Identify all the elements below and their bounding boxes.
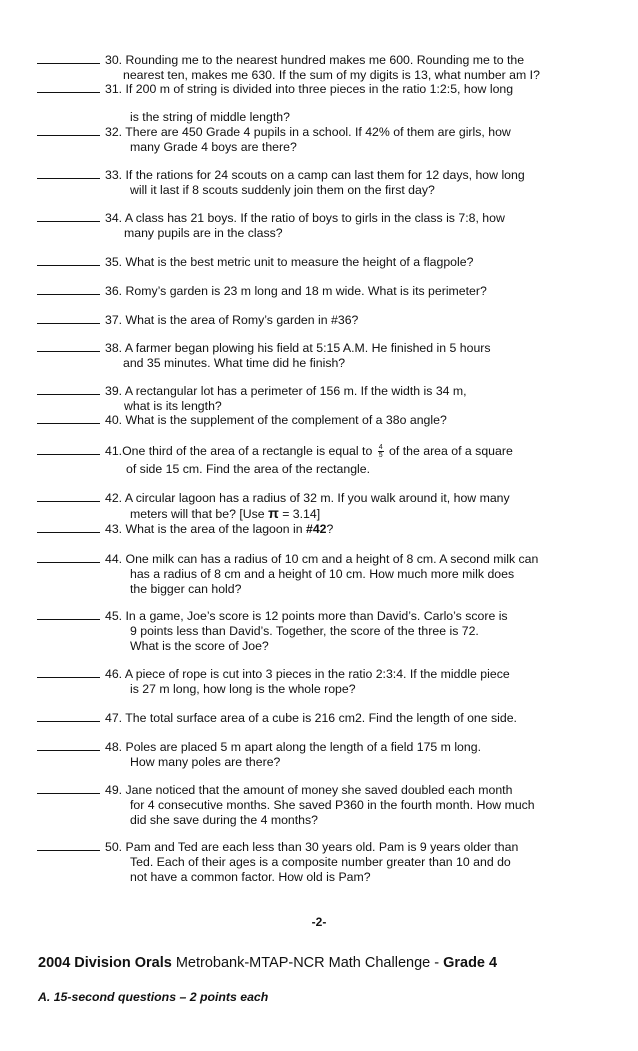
question-text: 36. Romy’s garden is 23 m long and 18 m wide. What is its perimeter?	[105, 284, 487, 298]
question-text: has a radius of 8 cm and a height of 10 cm. How much more milk does	[130, 567, 515, 581]
question-text: many pupils are in the class?	[124, 226, 283, 240]
answer-blank[interactable]	[37, 413, 100, 424]
answer-blank[interactable]	[37, 522, 100, 533]
answer-blank[interactable]	[37, 609, 100, 620]
question-text: is 27 m long, how long is the whole rope?	[130, 682, 356, 696]
question-text-part: meters will that be? [Use	[130, 507, 265, 521]
question-text: of side 15 cm. Find the area of the rectangle.	[126, 462, 371, 476]
question-text: How many poles are there?	[130, 755, 281, 769]
fraction-denominator: 5	[378, 452, 383, 460]
question-text: 9 points less than David’s. Together, the score of the three is 72.	[130, 624, 479, 638]
question-text-part: = 3.14]	[282, 507, 321, 521]
answer-blank[interactable]	[37, 313, 100, 324]
answer-blank[interactable]	[37, 783, 100, 794]
answer-blank[interactable]	[37, 255, 100, 266]
question-text	[130, 506, 320, 521]
document-title	[38, 955, 497, 971]
question-text: did she save during the 4 months?	[130, 813, 318, 827]
question-text: 38. A farmer began plowing his field at 5:15 A.M. He finished in 5 hours	[105, 341, 491, 355]
question-text-part: of the area of a square	[389, 444, 513, 458]
pi-symbol: π	[268, 505, 279, 521]
question-text-part: ?	[326, 522, 334, 536]
title-grade: Grade 4	[443, 955, 498, 971]
title-contest: Metrobank-MTAP-NCR Math Challenge -	[171, 955, 444, 971]
title-event: 2004 Division Orals	[38, 955, 172, 971]
answer-blank[interactable]	[37, 384, 100, 395]
question-text: for 4 consecutive months. She saved P360 in the fourth month. How much	[130, 798, 535, 812]
answer-blank[interactable]	[37, 711, 100, 722]
question-text: 40. What is the supplement of the complement of a 38o angle?	[105, 413, 447, 427]
question-text-part: 41.One third of the area of a rectangle is equal to	[105, 444, 373, 458]
question-text	[105, 444, 513, 459]
question-text: 34. A class has 21 boys. If the ratio of boys to girls in the class is 7:8, how	[105, 211, 505, 225]
question-text: 48. Poles are placed 5 m apart along the length of a field 175 m long.	[105, 740, 481, 754]
question-text: 47. The total surface area of a cube is 216 cm2. Find the length of one side.	[105, 711, 517, 725]
question-text: 39. A rectangular lot has a perimeter of 156 m. If the width is 34 m,	[105, 384, 467, 398]
answer-blank[interactable]	[37, 53, 100, 64]
question-text	[105, 522, 333, 536]
question-reference: #42	[305, 522, 327, 536]
question-text: 31. If 200 m of string is divided into three pieces in the ratio 1:2:5, how long	[105, 82, 514, 96]
question-text: 45. In a game, Joe’s score is 12 points more than David’s. Carlo’s score is	[105, 609, 508, 623]
question-text: 42. A circular lagoon has a radius of 32 m. If you walk around it, how many	[105, 491, 510, 505]
answer-blank[interactable]	[37, 444, 100, 455]
answer-blank[interactable]	[37, 125, 100, 136]
question-text: 49. Jane noticed that the amount of money she saved doubled each month	[105, 783, 513, 797]
question-text: What is the score of Joe?	[130, 639, 269, 653]
answer-blank[interactable]	[37, 840, 100, 851]
question-text-part: 43. What is the area of the lagoon in	[105, 522, 303, 536]
question-text: 30. Rounding me to the nearest hundred makes me 600. Rounding me to the	[105, 53, 525, 67]
answer-blank[interactable]	[37, 740, 100, 751]
question-text: is the string of middle length?	[130, 110, 290, 124]
answer-blank[interactable]	[37, 82, 100, 93]
question-text: not have a common factor. How old is Pam?	[130, 870, 371, 884]
question-text: will it last if 8 scouts suddenly join them on the first day?	[130, 183, 435, 197]
answer-blank[interactable]	[37, 552, 100, 563]
question-text: 50. Pam and Ted are each less than 30 years old. Pam is 9 years older than	[105, 840, 519, 854]
page-number: -2-	[311, 915, 327, 929]
question-text: 46. A piece of rope is cut into 3 pieces in the ratio 2:3:4. If the middle piece	[105, 667, 510, 681]
answer-blank[interactable]	[37, 211, 100, 222]
question-text: 33. If the rations for 24 scouts on a camp can last them for 12 days, how long	[105, 168, 525, 182]
question-text: and 35 minutes. What time did he finish?	[123, 356, 346, 370]
question-text: 35. What is the best metric unit to measure the height of a flagpole?	[105, 255, 474, 269]
answer-blank[interactable]	[37, 341, 100, 352]
fraction	[378, 444, 384, 459]
answer-blank[interactable]	[37, 667, 100, 678]
question-text: 37. What is the area of Romy’s garden in #36?	[105, 313, 359, 327]
question-text: the bigger can hold?	[130, 582, 242, 596]
answer-blank[interactable]	[37, 491, 100, 502]
question-text: Ted. Each of their ages is a composite number greater than 10 and do	[130, 855, 511, 869]
question-text: 32. There are 450 Grade 4 pupils in a school. If 42% of them are girls, how	[105, 125, 511, 139]
question-text: nearest ten, makes me 630. If the sum of my digits is 13, what number am I?	[123, 68, 540, 82]
answer-blank[interactable]	[37, 168, 100, 179]
section-heading: A. 15-second questions – 2 points each	[38, 990, 269, 1004]
question-text: 44. One milk can has a radius of 10 cm and a height of 8 cm. A second milk can	[105, 552, 539, 566]
answer-blank[interactable]	[37, 284, 100, 295]
fraction-numerator: 4	[378, 444, 383, 452]
question-text: what is its length?	[124, 399, 222, 413]
question-text: many Grade 4 boys are there?	[130, 140, 297, 154]
